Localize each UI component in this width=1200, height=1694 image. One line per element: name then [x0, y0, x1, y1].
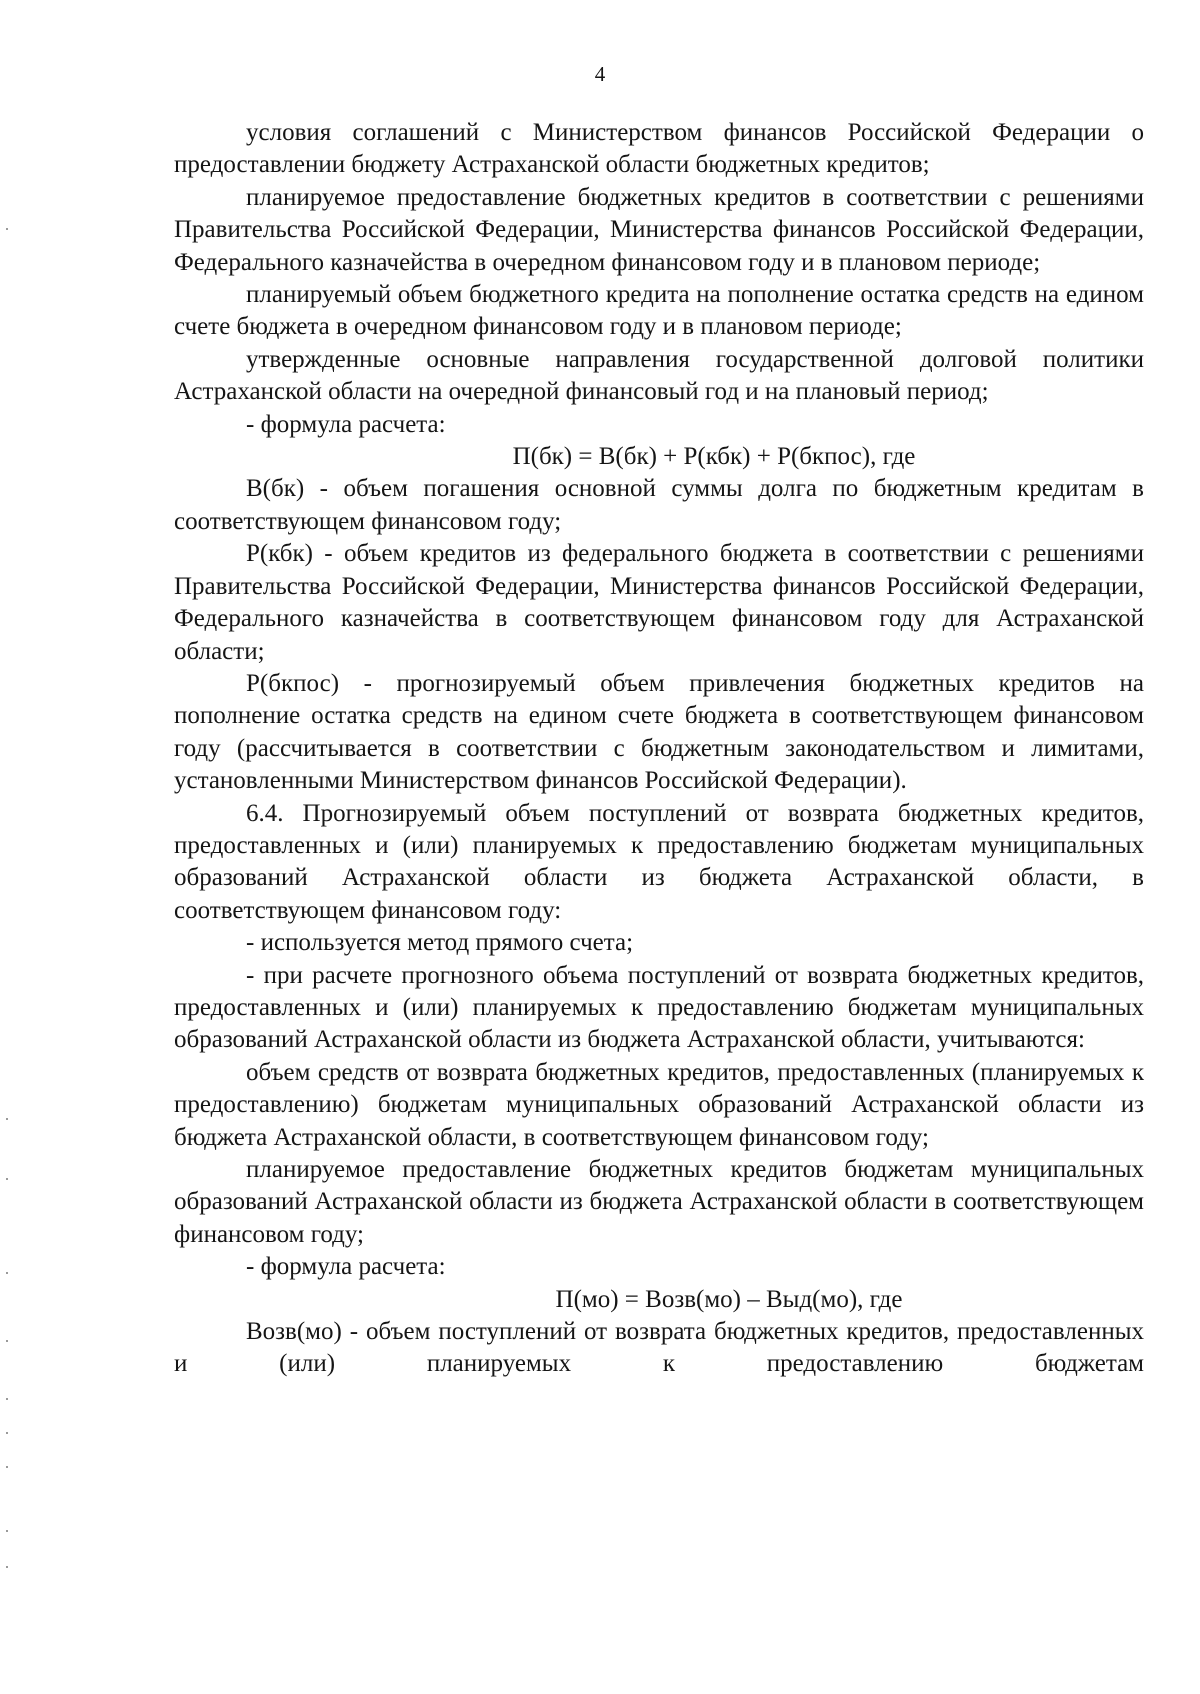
formula-label: - формула расчета: [246, 410, 446, 438]
formula-label-2: - формула расчета: [246, 1253, 446, 1281]
definition-v-bk: В(бк) - объем погашения основной суммы долга по бюджетным кредитам в соответствующем финансовом году; [174, 475, 1144, 535]
section-6-4: 6.4. Прогнозируемый объем поступлений от возврата бюджетных кредитов, предоставленных и (или) планируемых к предоставлению бюджетам муниципальных образований Астраханской области из бюджета Астраханской области, в соответствующем финансовом году: [174, 799, 1144, 924]
paragraph-credit-volume: планируемый объем бюджетного кредита на пополнение остатка средств на едином счете бюджета в очередном финансовом году и в плановом периоде; [174, 281, 1144, 341]
page-number: 4 [594, 62, 606, 86]
paragraph-planned-municipal-credits: планируемое предоставление бюджетных кредитов бюджетам муниципальных образований Астраханской области из бюджета Астраханской области в соответствующем финансовом году; [174, 1156, 1144, 1248]
method-direct-count: - используется метод прямого счета; [246, 929, 634, 957]
paragraph-planned-credits: планируемое предоставление бюджетных кредитов в соответствии с решениями Правительства Российской Федерации, Министерства финансов Российской Федерации, Федерального казначейства в очередном финансовом году и в плановом периоде; [174, 183, 1144, 276]
paragraph-agreement-terms: условия соглашений с Министерством финансов Российской Федерации о предоставлении бюджету Астраханской области бюджетных кредитов; [174, 119, 1144, 179]
formula-municipal: П(мо) = Возв(мо) – Выд(мо), где [555, 1285, 903, 1313]
paragraph-return-volume: объем средств от возврата бюджетных кредитов, предоставленных (планируемых к предоставлению) бюджетам муниципальных образований Астраханской области из бюджета Астраханской области, в соответствующем финансовом году; [174, 1058, 1144, 1151]
paragraph-debt-policy: утвержденные основные направления государственной долговой политики Астраханской области на очередной финансовый год и на плановый период; [174, 345, 1144, 406]
definition-r-bkpos: Р(бкпос) - прогнозируемый объем привлечения бюджетных кредитов на пополнение остатка средств на едином счете бюджета в соответствующем финансовом году (рассчитывается в соответствии с бюджетным законодательством и лимитами, установленными Министерством финансов Российской Федерации). [174, 669, 1144, 795]
definition-vozv-mo: Возв(мо) - объем поступлений от возврата бюджетных кредитов, предоставленных и (или) планируемых к предоставлению бюджетам [174, 1318, 1144, 1378]
scan-edge-marks [0, 0, 20, 1694]
definition-r-kbk: Р(кбк) - объем кредитов из федерального бюджета в соответствии с решениями Правительства Российской Федерации, Министерства финансов Российской Федерации, Федерального казначейства в соответствующем финансовом году для Астраханской области; [174, 540, 1144, 665]
document-body [174, 117, 1144, 1381]
formula-budget-credits: П(бк) = В(бк) + Р(кбк) + Р(бкпос), где [512, 443, 916, 471]
paragraph-forecast-calculation: - при расчете прогнозного объема поступлений от возврата бюджетных кредитов, предоставленных и (или) планируемых к предоставлению бюджетам муниципальных образований Астраханской области из бюджета Астраханской области, учитываются: [174, 961, 1144, 1054]
